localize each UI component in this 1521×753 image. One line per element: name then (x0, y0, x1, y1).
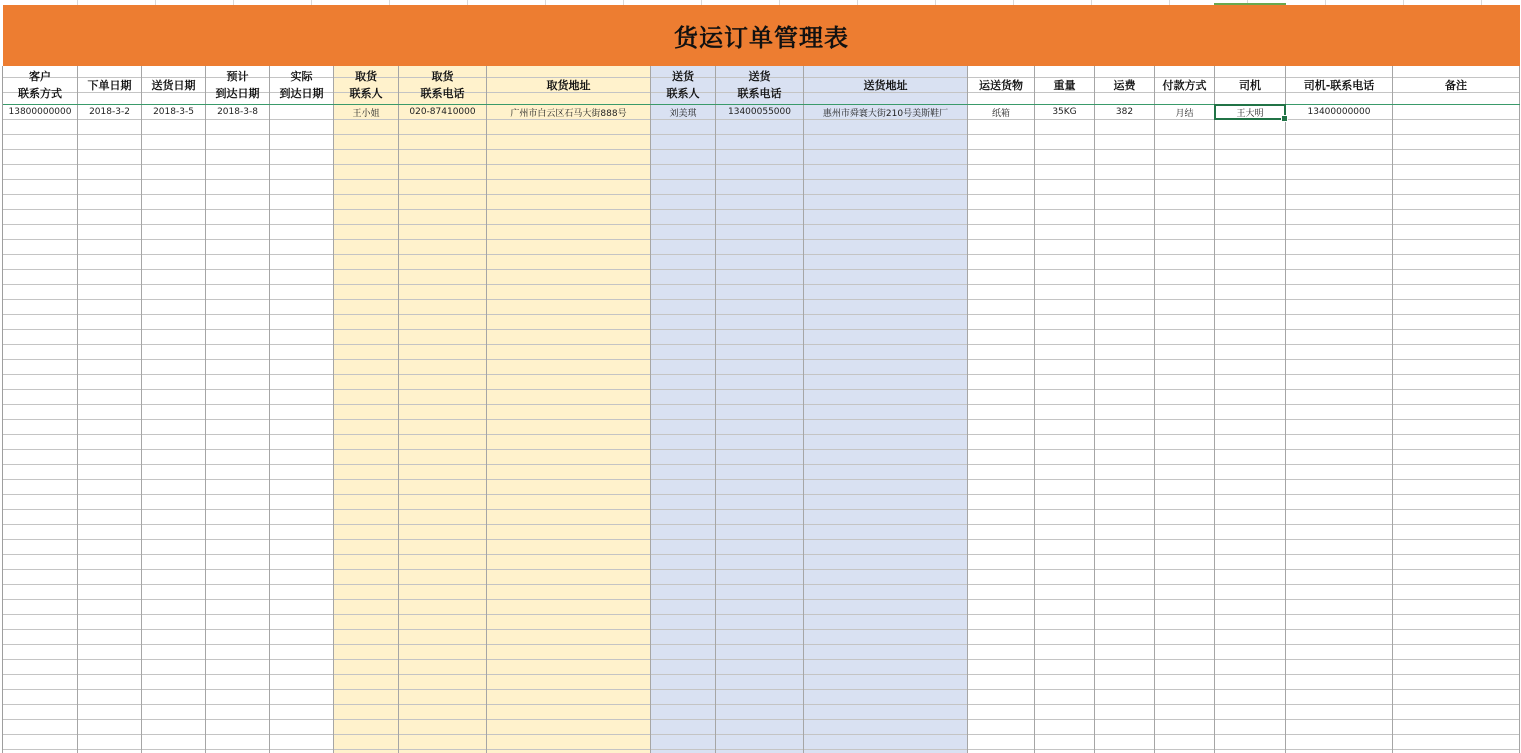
column-header-expected_arrival[interactable] (206, 66, 269, 104)
header-label (421, 68, 465, 102)
header-line: 送货日期 (151, 78, 196, 92)
header-line: 司机 (1239, 78, 1261, 92)
header-label (216, 68, 260, 102)
header-line: 运送货物 (979, 78, 1023, 92)
header-line: 取货 (355, 70, 377, 83)
cell-weight[interactable]: 35KG (1052, 107, 1077, 117)
header-line: 运费 (1113, 78, 1136, 92)
header-label (979, 77, 1023, 94)
header-label (547, 77, 591, 94)
column-header-freight[interactable] (1095, 66, 1154, 104)
header-line: 到达日期 (215, 87, 260, 100)
header-label (864, 77, 908, 94)
column-header-delivery_phone[interactable] (716, 66, 803, 104)
cell-pickup_contact[interactable]: 王小姐 (352, 108, 380, 119)
cell-remarks[interactable] (1393, 105, 1519, 119)
column-header-order_date[interactable] (78, 66, 141, 104)
column-driver (1215, 66, 1286, 753)
header-line: 重量 (1053, 78, 1076, 92)
header-label (738, 68, 782, 102)
column-header-driver_phone[interactable] (1286, 66, 1392, 104)
header-label (1163, 77, 1207, 94)
cell-actual_arrival[interactable] (270, 105, 333, 119)
cell-delivery_phone[interactable]: 13400055000 (728, 107, 791, 117)
header-line: 联系电话 (737, 87, 782, 100)
column-freight (1095, 66, 1155, 753)
column-header-pickup_phone[interactable] (399, 66, 486, 104)
header-line: 客户 (29, 70, 51, 83)
header-label (88, 77, 132, 94)
header-label (152, 77, 196, 94)
column-customer_contact (3, 66, 78, 753)
column-pickup_contact (334, 66, 399, 753)
column-pickup_address (487, 66, 651, 753)
header-label (1445, 77, 1467, 94)
column-weight (1035, 66, 1095, 753)
sheet-title: 货运订单管理表 (674, 24, 849, 52)
cell-delivery_address[interactable]: 惠州市舜寰大街210号美斯鞋厂 (822, 108, 949, 119)
cell-driver_phone[interactable]: 13400000000 (1307, 107, 1371, 117)
header-label (667, 68, 700, 102)
header-line: 送货地址 (863, 78, 908, 92)
header-label (280, 68, 324, 102)
header-label (1304, 77, 1375, 94)
header-line: 联系人 (349, 87, 383, 100)
column-header-remarks[interactable] (1393, 66, 1519, 104)
header-line: 联系人 (666, 87, 700, 100)
cell-expected_arrival[interactable]: 2018-3-8 (217, 107, 258, 117)
column-delivery_contact (651, 66, 716, 753)
cell-pickup_phone[interactable]: 020-87410000 (409, 107, 476, 117)
column-delivery_date (142, 66, 206, 753)
column-header-pickup_address[interactable] (487, 66, 650, 104)
cell-delivery_date[interactable]: 2018-3-5 (153, 107, 194, 117)
column-header-delivery_address[interactable] (804, 66, 967, 104)
cell-order_date[interactable]: 2018-3-2 (89, 107, 130, 117)
header-divider (3, 104, 1520, 105)
column-header-actual_arrival[interactable] (270, 66, 333, 104)
header-line: 预计 (226, 70, 249, 83)
column-actual_arrival (270, 66, 334, 753)
column-expected_arrival (206, 66, 270, 753)
header-label (18, 68, 62, 102)
column-driver_phone (1286, 66, 1393, 753)
header-line: 下单日期 (87, 78, 132, 92)
header-line: 联系电话 (420, 87, 465, 100)
cell-driver[interactable]: 王大明 (1236, 108, 1264, 119)
cell-delivery_contact[interactable]: 刘美琪 (669, 108, 697, 119)
column-delivery_phone (716, 66, 804, 753)
selected-cell[interactable] (1214, 104, 1286, 120)
column-payment (1155, 66, 1215, 753)
column-header-pickup_contact[interactable] (334, 66, 398, 104)
column-header-delivery_date[interactable] (142, 66, 205, 104)
fill-handle[interactable] (1281, 115, 1288, 122)
cell-freight[interactable]: 382 (1115, 107, 1134, 117)
header-line: 到达日期 (279, 87, 324, 100)
header-line: 取货地址 (546, 78, 591, 92)
cell-cargo[interactable]: 纸箱 (991, 108, 1010, 119)
header-label (1114, 77, 1136, 94)
header-line: 取货 (431, 70, 454, 83)
header-line: 实际 (290, 70, 313, 83)
header-line: 联系方式 (18, 87, 62, 100)
column-delivery_address (804, 66, 968, 753)
column-order_date (78, 66, 142, 753)
cell-payment[interactable]: 月结 (1175, 108, 1194, 119)
header-label (350, 68, 383, 102)
header-label (1239, 77, 1261, 94)
column-header-customer_contact[interactable] (3, 66, 77, 104)
column-pickup_phone (399, 66, 487, 753)
column-cargo (968, 66, 1035, 753)
header-label (1054, 77, 1076, 94)
cell-pickup_address[interactable]: 广州市白云区石马大街888号 (510, 108, 627, 119)
column-header-payment[interactable] (1155, 66, 1214, 104)
header-line: 备注 (1445, 78, 1467, 92)
column-header-weight[interactable] (1035, 66, 1094, 104)
header-line: 送货 (748, 70, 771, 83)
header-line: 付款方式 (1162, 78, 1207, 92)
title-band[interactable] (3, 5, 1520, 66)
header-line: 送货 (672, 70, 694, 83)
column-header-cargo[interactable] (968, 66, 1034, 104)
column-remarks (1393, 66, 1520, 753)
header-line: 司机-联系电话 (1303, 78, 1375, 92)
cell-customer_contact[interactable]: 13800000000 (8, 107, 72, 117)
column-header-delivery_contact[interactable] (651, 66, 715, 104)
column-header-driver[interactable] (1215, 66, 1285, 104)
